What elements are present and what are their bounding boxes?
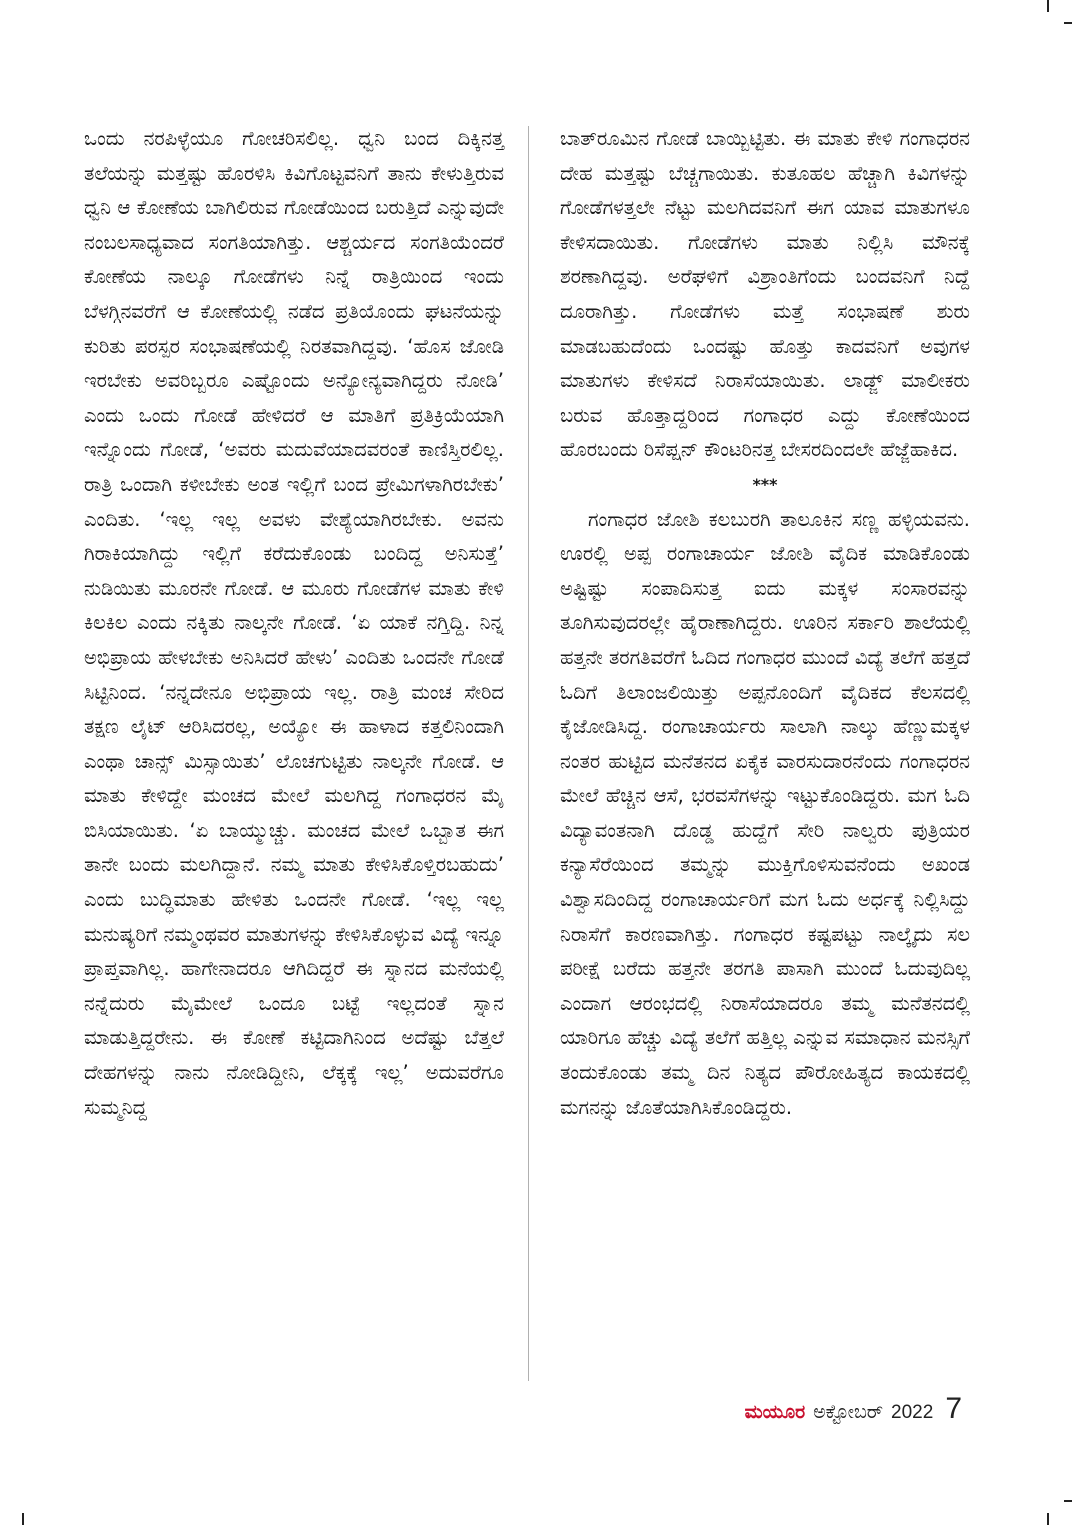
section-separator: *** <box>752 474 778 494</box>
column-divider <box>528 126 529 1381</box>
crop-mark <box>1064 22 1072 24</box>
crop-mark <box>22 1513 24 1525</box>
magazine-logo: ಮಯೂರ <box>744 1401 806 1423</box>
crop-mark <box>1047 1513 1049 1525</box>
body-paragraph: ಒಂದು ನರಪಿಳ್ಳೆಯೂ ಗೋಚರಿಸಲಿಲ್ಲ. ಧ್ವನಿ ಬಂದ ದಿಕ್ಕಿನತ್ತ ತಲೆಯನ್ನು ಮತ್ತಷ್ಟು ಹೊರಳಿಸಿ ಕಿವಿಗೊಟ್ಟವನಿಗೆ ತಾನು ಕೇಳುತ್ತಿರುವ ಧ್ವನಿ ಆ ಕೋಣೆಯ ಬಾಗಿಲಿರುವ ಗೋಡೆಯಿಂದ ಬರುತ್ತಿದೆ ಎನ್ನುವುದೇ ನಂಬಲಸಾಧ್ಯವಾದ ಸಂಗತಿಯಾಗಿತ್ತು. ಆಶ್ಚರ್ಯದ ಸಂಗತಿಯೆಂದರೆ ಕೋಣೆಯ ನಾಲ್ಕೂ ಗೋಡೆಗಳು ನಿನ್ನೆ ರಾತ್ರಿಯಿಂದ ಇಂದು ಬೆಳಗ್ಗಿನವರೆಗೆ ಆ ಕೋಣೆಯಲ್ಲಿ ನಡೆದ ಪ್ರತಿಯೊಂದು ಘಟನೆಯನ್ನು ಕುರಿತು ಪರಸ್ಪರ ಸಂಭಾಷಣೆಯಲ್ಲಿ ನಿರತವಾಗಿದ್ದವು. ‘ಹೊಸ ಜೋಡಿ ಇರಬೇಕು ಅವರಿಬ್ಬರೂ ಎಷ್ಟೊಂದು ಅನ್ಯೋನ್ಯವಾಗಿದ್ದರು ನೋಡಿ’ ಎಂದು ಒಂದು ಗೋಡೆ ಹೇಳಿದರೆ ಆ ಮಾತಿಗೆ ಪ್ರತಿಕ್ರಿಯೆಯಾಗಿ ಇನ್ನೊಂದು ಗೋಡೆ, ‘ಅವರು ಮದುವೆಯಾದವರಂತೆ ಕಾಣಿಸ್ತಿರಲಿಲ್ಲ. ರಾತ್ರಿ ಒಂದಾಗಿ ಕಳೀಬೇಕು ಅಂತ ಇಲ್ಲಿಗೆ ಬಂದ ಪ್ರೇಮಿಗಳಾಗಿರಬೇಕು’ ಎಂದಿತು. ‘ಇಲ್ಲ ಇಲ್ಲ ಅವಳು ವೇಶ್ಯೆಯಾಗಿರಬೇಕು. ಅವನು ಗಿರಾಕಿಯಾಗಿದ್ದು ಇಲ್ಲಿಗೆ ಕರೆದುಕೊಂಡು ಬಂದಿದ್ದ ಅನಿಸುತ್ತೆ’ ನುಡಿಯಿತು ಮೂರನೇ ಗೋಡೆ. ಆ ಮೂರು ಗೋಡೆಗಳ ಮಾತು ಕೇಳಿ ಕಿಲಕಿಲ ಎಂದು ನಕ್ಕಿತು ನಾಲ್ಕನೇ ಗೋಡೆ. ‘ಏ ಯಾಕೆ ನಗ್ತಿದ್ದಿ. ನಿನ್ನ ಅಭಿಪ್ರಾಯ ಹೇಳಬೇಕು ಅನಿಸಿದರೆ ಹೇಳು’ ಎಂದಿತು ಒಂದನೇ ಗೋಡೆ ಸಿಟ್ಟಿನಿಂದ. ‘ನನ್ನದೇನೂ ಅಭಿಪ್ರಾಯ ಇಲ್ಲ. ರಾತ್ರಿ ಮಂಚ ಸೇರಿದ ತಕ್ಷಣ ಲೈಟ್ ಆರಿಸಿದರಲ್ಲ, ಅಯ್ಯೋ ಈ ಹಾಳಾದ ಕತ್ತಲಿನಿಂದಾಗಿ ಎಂಥಾ ಚಾನ್ಸ್ ಮಿಸ್ಸಾಯಿತು’ ಲೊಚಗುಟ್ಟಿತು ನಾಲ್ಕನೇ ಗೋಡೆ. ಆ ಮಾತು ಕೇಳಿದ್ದೇ ಮಂಚದ ಮೇಲೆ ಮಲಗಿದ್ದ ಗಂಗಾಧರನ ಮೈ ಬಿಸಿಯಾಯಿತು. ‘ಏ ಬಾಯ್ಮುಚ್ಚು. ಮಂಚದ ಮೇಲೆ ಒಬ್ಬಾತ ಈಗ ತಾನೇ ಬಂದು ಮಲಗಿದ್ದಾನೆ. ನಮ್ಮ ಮಾತು ಕೇಳಿಸಿಕೊಳ್ತಿರಬಹುದು’ ಎಂದು ಬುದ್ಧಿಮಾತು ಹೇಳಿತು ಒಂದನೇ ಗೋಡೆ. ‘ಇಲ್ಲ ಇಲ್ಲ ಮನುಷ್ಯರಿಗೆ ನಮ್ಮಂಥವರ ಮಾತುಗಳನ್ನು ಕೇಳಿಸಿಕೊಳ್ಳುವ ವಿದ್ಯೆ ಇನ್ನೂ ಪ್ರಾಪ್ತವಾಗಿಲ್ಲ. ಹಾಗೇನಾದರೂ ಆಗಿದಿದ್ದರೆ ಈ ಸ್ನಾನದ ಮನೆಯಲ್ಲಿ ನನ್ನೆದುರು ಮೈಮೇಲೆ ಒಂದೂ ಬಟ್ಟೆ ಇಲ್ಲದಂತೆ ಸ್ನಾನ ಮಾಡುತ್ತಿದ್ದರೇನು. ಈ ಕೋಣೆ ಕಟ್ಟಿದಾಗಿನಿಂದ ಅದೆಷ್ಟು ಬೆತ್ತಲೆ ದೇಹಗಳನ್ನು ನಾನು ನೋಡಿದ್ದೀನಿ, ಲೆಕ್ಕಕ್ಕೆ ಇಲ್ಲ’ ಅದುವರೆಗೂ ಸುಮ್ಮನಿದ್ದ <box>84 127 504 1119</box>
issue-month: ಅಕ್ಟೋಬರ್ <box>813 1401 884 1423</box>
article-right-column <box>560 122 970 1125</box>
article-left-column <box>84 122 504 1125</box>
issue-year: 2022 <box>891 1402 934 1423</box>
body-paragraph: ಗಂಗಾಧರ ಜೋಶಿ ಕಲಬುರಗಿ ತಾಲೂಕಿನ ಸಣ್ಣ ಹಳ್ಳಿಯವನು. ಊರಲ್ಲಿ ಅಪ್ಪ ರಂಗಾಚಾರ್ಯ ಜೋಶಿ ವೈದಿಕ ಮಾಡಿಕೊಂಡು ಅಷ್ಟಿಷ್ಟು ಸಂಪಾದಿಸುತ್ತ ಐದು ಮಕ್ಕಳ ಸಂಸಾರವನ್ನು ತೂಗಿಸುವುದರಲ್ಲೇ ಹೈರಾಣಾಗಿದ್ದರು. ಊರಿನ ಸರ್ಕಾರಿ ಶಾಲೆಯಲ್ಲಿ ಹತ್ತನೇ ತರಗತಿವರೆಗೆ ಓದಿದ ಗಂಗಾಧರ ಮುಂದೆ ವಿದ್ಯೆ ತಲೆಗೆ ಹತ್ತದೆ ಓದಿಗೆ ತಿಲಾಂಜಲಿಯಿತ್ತು ಅಪ್ಪನೊಂದಿಗೆ ವೈದಿಕದ ಕೆಲಸದಲ್ಲಿ ಕೈಜೋಡಿಸಿದ್ದ. ರಂಗಾಚಾರ್ಯರು ಸಾಲಾಗಿ ನಾಲ್ಕು ಹೆಣ್ಣುಮಕ್ಕಳ ನಂತರ ಹುಟ್ಟಿದ ಮನೆತನದ ಏಕೈಕ ವಾರಸುದಾರನೆಂದು ಗಂಗಾಧರನ ಮೇಲೆ ಹೆಚ್ಚಿನ ಆಸೆ, ಭರವಸೆಗಳನ್ನು ಇಟ್ಟುಕೊಂಡಿದ್ದರು. ಮಗ ಓದಿ ವಿದ್ಯಾವಂತನಾಗಿ ದೊಡ್ಡ ಹುದ್ದೆಗೆ ಸೇರಿ ನಾಲ್ವರು ಪುತ್ರಿಯರ ಕನ್ಯಾಸೆರೆಯಿಂದ ತಮ್ಮನ್ನು ಮುಕ್ತಿಗೊಳಿಸುವನೆಂದು ಅಖಂಡ ವಿಶ್ವಾಸದಿಂದಿದ್ದ ರಂಗಾಚಾರ್ಯರಿಗೆ ಮಗ ಓದು ಅರ್ಧಕ್ಕೆ ನಿಲ್ಲಿಸಿದ್ದು ನಿರಾಸೆಗೆ ಕಾರಣವಾಗಿತ್ತು. ಗಂಗಾಧರ ಕಷ್ಟಪಟ್ಟು ನಾಲ್ಕೈದು ಸಲ ಪರೀಕ್ಷೆ ಬರೆದು ಹತ್ತನೇ ತರಗತಿ ಪಾಸಾಗಿ ಮುಂದೆ ಓದುವುದಿಲ್ಲ ಎಂದಾಗ ಆರಂಭದಲ್ಲಿ ನಿರಾಸೆಯಾದರೂ ತಮ್ಮ ಮನೆತನದಲ್ಲಿ ಯಾರಿಗೂ ಹೆಚ್ಚು ವಿದ್ಯೆ ತಲೆಗೆ ಹತ್ತಿಲ್ಲ ಎನ್ನುವ ಸಮಾಧಾನ ಮನಸ್ಸಿಗೆ ತಂದುಕೊಂಡು ತಮ್ಮ ದಿನ ನಿತ್ಯದ ಪೌರೋಹಿತ್ಯದ ಕಾಯಕದಲ್ಲಿ ಮಗನನ್ನು ಜೊತೆಯಾಗಿಸಿಕೊಂಡಿದ್ದರು. <box>560 507 970 1119</box>
body-paragraph: ಬಾತ್‌ರೂಮಿನ ಗೋಡೆ ಬಾಯ್ಬಿಟ್ಟಿತು. ಈ ಮಾತು ಕೇಳಿ ಗಂಗಾಧರನ ದೇಹ ಮತ್ತಷ್ಟು ಬೆಚ್ಚಗಾಯಿತು. ಕುತೂಹಲ ಹೆಚ್ಚಾಗಿ ಕಿವಿಗಳನ್ನು ಗೋಡೆಗಳತ್ತಲೇ ನೆಟ್ಟು ಮಲಗಿದವನಿಗೆ ಈಗ ಯಾವ ಮಾತುಗಳೂ ಕೇಳಿಸದಾಯಿತು. ಗೋಡೆಗಳು ಮಾತು ನಿಲ್ಲಿಸಿ ಮೌನಕ್ಕೆ ಶರಣಾಗಿದ್ದವು. ಅರೆಘಳಿಗೆ ವಿಶ್ರಾಂತಿಗೆಂದು ಬಂದವನಿಗೆ ನಿದ್ದೆ ದೂರಾಗಿತ್ತು. ಗೋಡೆಗಳು ಮತ್ತೆ ಸಂಭಾಷಣೆ ಶುರು ಮಾಡಬಹುದೆಂದು ಒಂದಷ್ಟು ಹೊತ್ತು ಕಾದವನಿಗೆ ಅವುಗಳ ಮಾತುಗಳು ಕೇಳಿಸದೆ ನಿರಾಸೆಯಾಯಿತು. ಲಾಡ್ಜ್ ಮಾಲೀಕರು ಬರುವ ಹೊತ್ತಾದ್ದರಿಂದ ಗಂಗಾಧರ ಎದ್ದು ಕೋಣೆಯಿಂದ ಹೊರಬಂದು ರಿಸೆಪ್ಷನ್ ಕೌಂಟರಿನತ್ತ ಬೇಸರದಿಂದಲೇ ಹೆಜ್ಜೆಹಾಕಿದ. <box>560 127 970 462</box>
crop-mark <box>1064 1500 1072 1502</box>
page-footer <box>745 1392 962 1426</box>
crop-mark <box>1047 0 1049 12</box>
page-number: 7 <box>945 1392 962 1425</box>
